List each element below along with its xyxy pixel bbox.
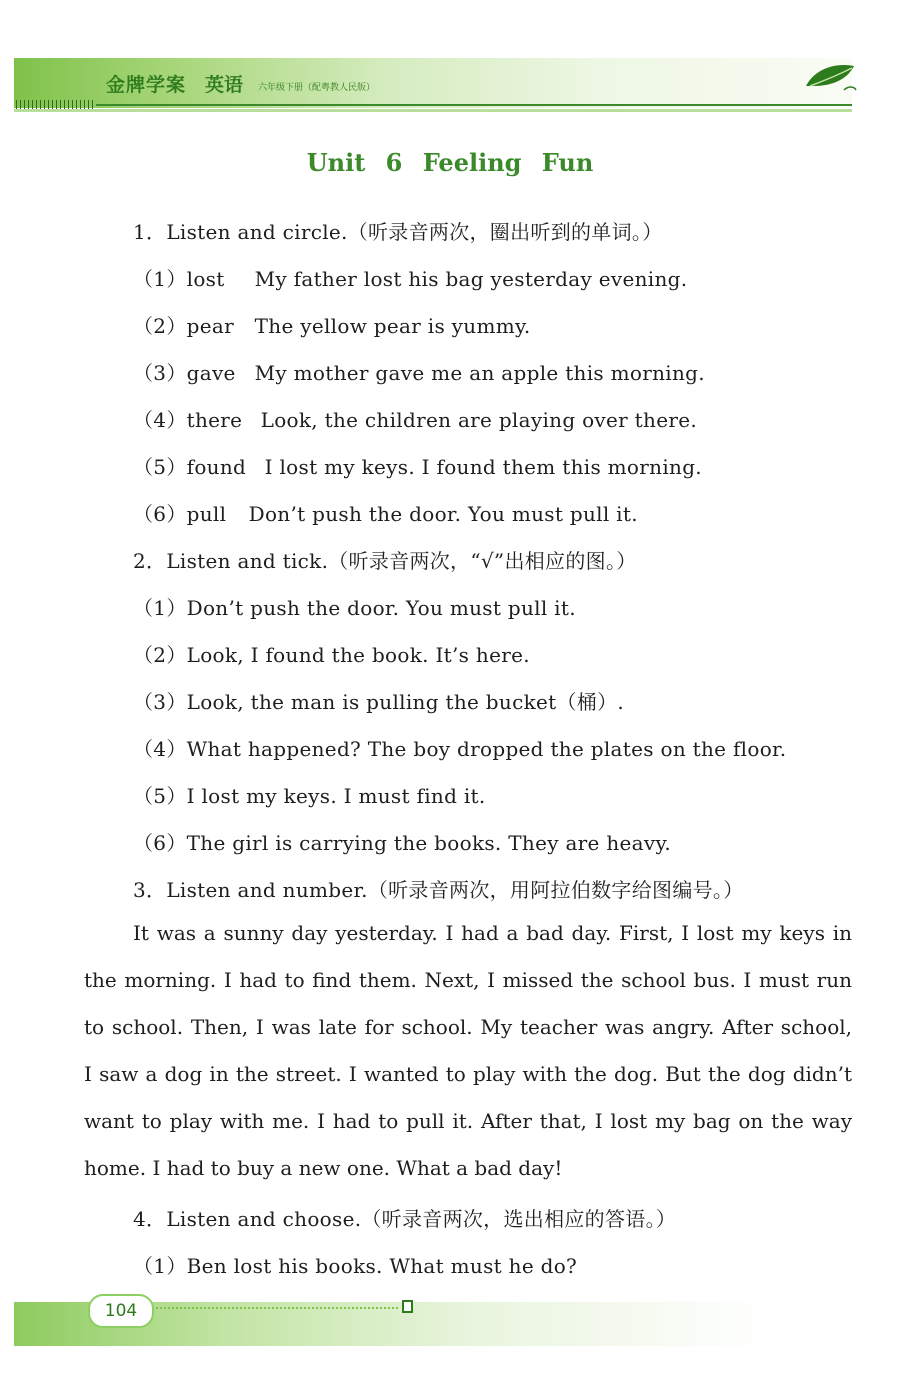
item-word: gave [186, 361, 236, 385]
passage-line: home. I had to buy a new one. What a bad day! [84, 1156, 563, 1180]
passage-line: I saw a dog in the street. I wanted to play with the dog. But the dog didn’t [84, 1062, 852, 1086]
item-text: Don’t push the door. You must pull it. [186, 596, 576, 620]
passage-line: the morning. I had to find them. Next, I missed the school bus. I must run [84, 968, 852, 992]
item-number: （1） [133, 267, 187, 291]
item-number: （1） [133, 1254, 187, 1278]
item-word: there [186, 408, 243, 432]
item-number: （5） [133, 455, 187, 479]
item-number: （2） [133, 314, 187, 338]
item-text: Look, the man is pulling the bucket（桶）. [186, 690, 625, 714]
list-item [133, 451, 702, 480]
item-text: What happened? The boy dropped the plates on the floor. [186, 737, 787, 761]
section3-heading: 3．Listen and number.（听录音两次，用阿拉伯数字给图编号。） [133, 878, 744, 902]
item-number: （1） [133, 596, 187, 620]
item-sentence: Look, the children are playing over there. [260, 408, 697, 432]
list-item [133, 733, 786, 762]
list-item [133, 498, 638, 527]
item-text: Ben lost his books. What must he do? [186, 1254, 578, 1278]
book-brand: 金牌学案 [106, 74, 187, 96]
item-sentence: I lost my keys. I found them this morning. [264, 455, 702, 479]
item-number: （3） [133, 690, 187, 714]
list-item [133, 780, 486, 809]
item-number: （5） [133, 784, 187, 808]
footer-box-icon [402, 1300, 413, 1313]
section2-heading: 2．Listen and tick.（听录音两次，“√”出相应的图。） [133, 549, 637, 573]
page-number: 104 [88, 1294, 154, 1328]
list-item [133, 592, 576, 621]
page-title: Unit 6 Feeling Fun [306, 148, 594, 177]
footer-dotted-rule [152, 1307, 398, 1309]
list-item [133, 1250, 577, 1279]
list-item [133, 357, 705, 386]
header-rule [96, 104, 852, 106]
item-number: （6） [133, 831, 187, 855]
item-sentence: The yellow pear is yummy. [254, 314, 531, 338]
item-number: （6） [133, 502, 187, 526]
list-item [133, 686, 624, 715]
book-subject: 英语 [205, 74, 244, 96]
header-rule-secondary [14, 109, 852, 112]
item-text: The girl is carrying the books. They are heavy. [186, 831, 672, 855]
leaf-icon [800, 56, 860, 100]
list-item [133, 310, 531, 339]
item-word: pull [186, 502, 227, 526]
item-word: pear [186, 314, 234, 338]
list-item [133, 827, 671, 856]
item-word: lost [186, 267, 225, 291]
item-sentence: Don’t push the door. You must pull it. [248, 502, 638, 526]
passage-line: It was a sunny day yesterday. I had a bad day. First, I lost my keys in [133, 921, 852, 945]
passage-line: want to play with me. I had to pull it. After that, I lost my bag on the way [84, 1109, 852, 1133]
item-number: （2） [133, 643, 187, 667]
passage-line: to school. Then, I was late for school. My teacher was angry. After school, [84, 1015, 852, 1039]
list-item [133, 404, 697, 433]
section1-heading: 1．Listen and circle.（听录音两次，圈出听到的单词。） [133, 220, 663, 244]
item-sentence: My mother gave me an apple this morning. [254, 361, 705, 385]
section4-heading: 4．Listen and choose.（听录音两次，选出相应的答语。） [133, 1207, 677, 1231]
list-item [133, 639, 530, 668]
book-edition: 六年级下册（配粤教人民版） [258, 83, 376, 93]
item-text: Look, I found the book. It’s here. [186, 643, 530, 667]
item-sentence: My father lost his bag yesterday evening. [254, 267, 688, 291]
item-number: （4） [133, 408, 187, 432]
item-number: （3） [133, 361, 187, 385]
item-number: （4） [133, 737, 187, 761]
list-item [133, 263, 687, 292]
item-word: found [186, 455, 247, 479]
item-text: I lost my keys. I must find it. [186, 784, 486, 808]
